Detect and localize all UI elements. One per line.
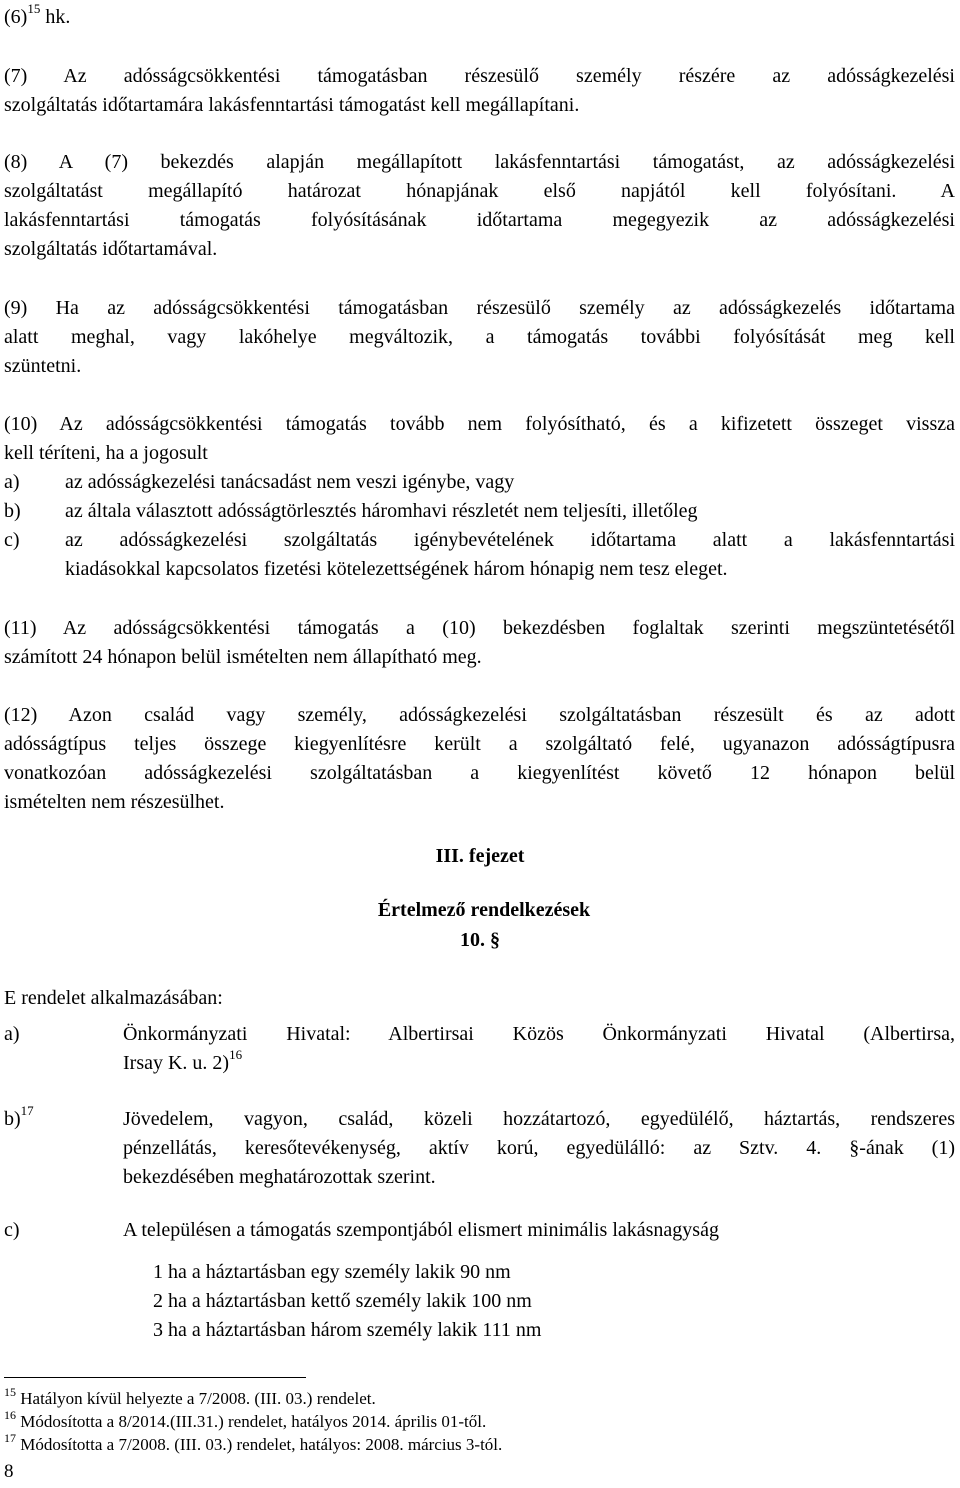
size-line: 2 ha a háztartásban kettő személy lakik 100 nm bbox=[153, 1290, 532, 1312]
footnote-number: 17 bbox=[4, 1431, 16, 1446]
paragraph-line: lakásfenntartási támogatás folyósításának időtartama megegyezik az adósságkezelési bbox=[4, 209, 955, 231]
list-item-text: az általa választott adósságtörlesztés háromhavi részletét nem teljesíti, illetőleg bbox=[65, 500, 698, 522]
paragraph-line: alatt meghal, vagy lakóhelye megváltozik, a támogatás további folyósítását meg kell bbox=[4, 326, 955, 348]
paragraph-11 bbox=[4, 614, 955, 672]
definitions-intro: E rendelet alkalmazásában: bbox=[4, 987, 223, 1009]
list-item bbox=[65, 526, 955, 584]
paragraph-line: (10) Az adósságcsökkentési támogatás tovább nem folyósítható, és a kifizetett összeget vissza bbox=[4, 413, 955, 435]
section-title: Értelmező rendelkezések bbox=[377, 899, 591, 921]
size-line: 1 ha a háztartásban egy személy lakik 90 nm bbox=[153, 1261, 511, 1283]
footnote-ref-17: 17 bbox=[20, 1103, 34, 1119]
definition-line bbox=[123, 1049, 955, 1078]
paragraph-line: adósságtípus teljes összege kiegyenlítésre került a szolgáltató felé, ugyanazon adósságtípusra bbox=[4, 733, 955, 755]
definition-label: a) bbox=[4, 1023, 20, 1045]
footnote-text: Módosította a 7/2008. (III. 03.) rendelet, hatályos: 2008. március 3-tól. bbox=[20, 1435, 503, 1454]
definition-label-wrap bbox=[4, 1105, 34, 1134]
paragraph-12 bbox=[4, 701, 955, 817]
paragraph-line: szolgáltatás időtartamára lakásfenntartási támogatást kell megállapítani. bbox=[4, 94, 580, 116]
definition-text: Önkormányzati Hivatal: Albertirsai Közös Önkormányzati Hivatal (Albertirsa, bbox=[123, 1023, 955, 1045]
paragraph-line: (11) Az adósságcsökkentési támogatás a (10) bekezdésben foglaltak szerinti megszüntetésétől bbox=[4, 617, 955, 639]
size-line: 3 ha a háztartásban három személy lakik 111 nm bbox=[153, 1319, 542, 1341]
definition-item bbox=[123, 1216, 955, 1245]
paragraph-line: (8) A (7) bekezdés alapján megállapított lakásfenntartási támogatást, az adósságkezelési bbox=[4, 151, 955, 173]
section-number: 10. § bbox=[460, 929, 500, 951]
definition-text: bekezdésében meghatározottak szerint. bbox=[123, 1166, 436, 1188]
definition-label: c) bbox=[4, 1219, 20, 1241]
paragraph-line: szolgáltatást megállapító határozat hónapjának első napjától kell folyósítani. A bbox=[4, 180, 955, 202]
footnote-text: Módosította a 8/2014.(III.31.) rendelet, hatályos 2014. április 01-től. bbox=[20, 1412, 487, 1431]
list-item bbox=[65, 497, 955, 526]
list-item-text: az adósságkezelési szolgáltatás igénybevételének időtartama alatt a lakásfenntartási bbox=[65, 529, 955, 551]
footnote-number: 16 bbox=[4, 1408, 16, 1423]
footnote-17 bbox=[4, 1431, 503, 1456]
definition-item bbox=[123, 1020, 955, 1078]
definition-item bbox=[123, 1105, 955, 1192]
list-item-text: kiadásokkal kapcsolatos fizetési kötelezettségének három hónapig nem tesz eleget. bbox=[65, 558, 728, 580]
footnote-ref-16: 16 bbox=[229, 1047, 243, 1063]
definition-text: pénzellátás, keresőtevékenység, aktív korú, egyedülálló: az Sztv. 4. §-ának (1) bbox=[123, 1137, 955, 1159]
paragraph-9 bbox=[4, 294, 955, 381]
list-item bbox=[65, 468, 955, 497]
paragraph-line: vonatkozóan adósságkezelési szolgáltatásban a kiegyenlítést követő 12 hónapon belül bbox=[4, 762, 955, 784]
list-item-label: a) bbox=[4, 471, 20, 493]
paragraph-line: (9) Ha az adósságcsökkentési támogatásban részesülő személy az adósságkezelés időtartama bbox=[4, 297, 955, 319]
list-item-text: az adósságkezelési tanácsadást nem veszi igénybe, vagy bbox=[65, 471, 515, 493]
definition-text: Jövedelem, vagyon, család, közeli hozzátartozó, egyedülélő, háztartás, rendszeres bbox=[123, 1108, 955, 1130]
paragraph-10 bbox=[4, 410, 955, 468]
header-line bbox=[4, 3, 70, 32]
footnote-15 bbox=[4, 1385, 376, 1410]
header-prefix: (6) bbox=[4, 6, 28, 28]
page-number: 8 bbox=[4, 1461, 14, 1482]
footnote-text: Hatályon kívül helyezte a 7/2008. (III. 03.) rendelet. bbox=[20, 1389, 376, 1408]
paragraph-line: számított 24 hónapon belül ismételten nem állapítható meg. bbox=[4, 646, 482, 668]
paragraph-line: (12) Azon család vagy személy, adósságkezelési szolgáltatásban részesült és az adott bbox=[4, 704, 955, 726]
footnote-ref-15: 15 bbox=[27, 1, 41, 17]
chapter-heading: III. fejezet bbox=[435, 845, 525, 867]
paragraph-line: kell téríteni, ha a jogosult bbox=[4, 442, 208, 464]
definition-text: Irsay K. u. 2) bbox=[123, 1052, 230, 1074]
list-item-label: b) bbox=[4, 500, 21, 522]
paragraph-7 bbox=[4, 62, 955, 120]
header-text: hk. bbox=[45, 6, 71, 28]
definition-label: b) bbox=[4, 1108, 21, 1130]
paragraph-line: ismételten nem részesülhet. bbox=[4, 791, 225, 813]
paragraph-8 bbox=[4, 148, 955, 264]
paragraph-line: szüntetni. bbox=[4, 355, 82, 377]
footnote-separator bbox=[4, 1377, 306, 1378]
footnote-16 bbox=[4, 1408, 487, 1433]
definition-text: A településen a támogatás szempontjából elismert minimális lakásnagyság bbox=[123, 1219, 719, 1241]
footnote-number: 15 bbox=[4, 1385, 16, 1400]
paragraph-line: (7) Az adósságcsökkentési támogatásban részesülő személy részére az adósságkezelési bbox=[4, 65, 955, 87]
paragraph-line: szolgáltatás időtartamával. bbox=[4, 238, 218, 260]
list-item-label: c) bbox=[4, 529, 20, 551]
